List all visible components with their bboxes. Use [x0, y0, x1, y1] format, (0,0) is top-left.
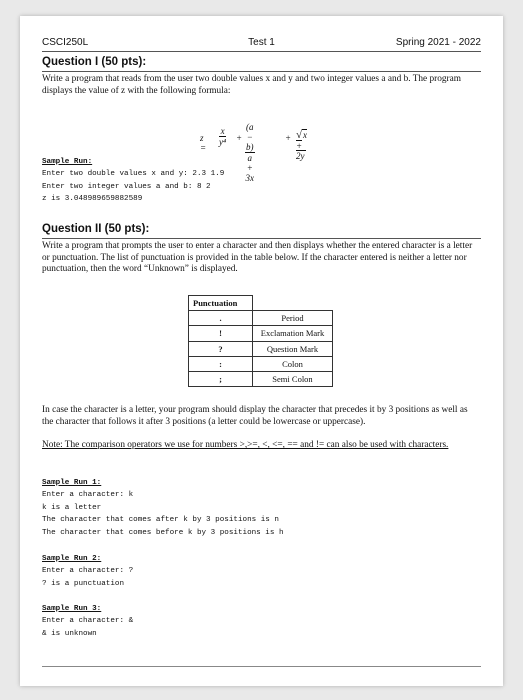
punctuation-symbol: : [189, 356, 253, 371]
question-2-letter-instructions: In case the character is a letter, your program should display the character that precedes it by 3 positions as well as the character that follows it after 3 positions (a letter could be lowercase or uppercase). [42, 405, 468, 427]
punctuation-name: Semi Colon [253, 371, 333, 386]
sample-line: & is unknown [42, 629, 97, 638]
punctuation-symbol: ; [189, 371, 253, 386]
page-content [42, 16, 481, 686]
sample-line: The character that comes before k by 3 positions is h [42, 528, 284, 537]
exam-page [20, 16, 503, 686]
fraction-1-numerator: x [220, 126, 225, 136]
sample-line: Enter two double values x and y: 2.3 1.9 [42, 170, 225, 179]
header-rule [42, 51, 481, 52]
sample-line: Enter a character: k [42, 491, 134, 500]
sample-run-label: Sample Run 3: [42, 605, 102, 613]
question-1-sample-run [42, 156, 224, 206]
term-label: Spring 2021 - 2022 [395, 37, 481, 48]
formula-lhs: z = [200, 133, 207, 153]
punctuation-name: Question Mark [253, 341, 333, 356]
question-1-rule [42, 71, 481, 72]
table-row [189, 311, 333, 326]
table-header-row [189, 296, 333, 311]
question-2-title: Question II (50 pts): [42, 223, 150, 235]
punctuation-symbol: . [189, 311, 253, 326]
fraction-2-denominator: a + 3x [245, 153, 254, 183]
table-row [189, 341, 333, 356]
punctuation-name: Exclamation Mark [253, 326, 333, 341]
punctuation-symbol: ? [189, 341, 253, 356]
question-2-sample-run-1 [42, 477, 284, 539]
sample-run-label: Sample Run 2: [42, 555, 102, 563]
fraction-2-numerator: (a − b) [246, 122, 254, 152]
sample-run-label: Sample Run 1: [42, 479, 102, 487]
table-row [189, 326, 333, 341]
formula-square-root [296, 129, 307, 161]
square-root-radicand: x + 2y [296, 130, 308, 161]
question-2-note: Note: The comparison operators we use for numbers >,>=, <, <=, == and != can also be used with characters. [42, 440, 449, 450]
punctuation-table [188, 295, 333, 387]
sample-run-label: Sample Run: [42, 158, 93, 166]
table-row [189, 371, 333, 386]
punctuation-name: Colon [253, 356, 333, 371]
question-1-text: Write a program that reads from the user two double values x and y and two integer values a and b. The program displays the value of z with the following formula: [42, 74, 461, 96]
sample-line: z is 3.048989659882589 [42, 195, 143, 204]
formula-plus-1: + [236, 133, 243, 143]
course-code: CSCI250L [42, 37, 89, 48]
punctuation-name: Period [253, 311, 333, 326]
sample-line: k is a letter [42, 503, 102, 512]
formula-fraction-1 [219, 126, 226, 147]
sample-line: Enter two integer values a and b: 8 2 [42, 182, 211, 191]
punctuation-symbol: ! [189, 326, 253, 341]
sample-line: ? is a punctuation [42, 579, 125, 588]
question-2-sample-run-2 [42, 553, 133, 590]
square-root-icon: √ [296, 129, 303, 141]
footer-rule [42, 666, 481, 667]
fraction-1-denominator: y⁴ [219, 137, 227, 147]
question-1-title: Question I (50 pts): [42, 56, 147, 68]
sample-line: Enter a character: ? [42, 567, 134, 576]
formula-plus-2: + [285, 133, 292, 143]
table-header: Punctuation [189, 296, 253, 311]
sample-line: Enter a character: & [42, 617, 134, 626]
question-2-rule [42, 238, 481, 239]
question-2-text: Write a program that prompts the user to enter a character and then displays whether the entered character is a letter or punctuation. The list of punctuation is provided in the table below. If the character entered is neither a letter nor punctuation, then the word “Unknown” is displayed. [42, 241, 473, 274]
question-2-sample-run-3 [42, 603, 133, 640]
sample-line: The character that comes after k by 3 positions is n [42, 516, 279, 525]
formula-fraction-2 [245, 122, 255, 183]
test-name: Test 1 [248, 37, 275, 48]
table-row [189, 356, 333, 371]
